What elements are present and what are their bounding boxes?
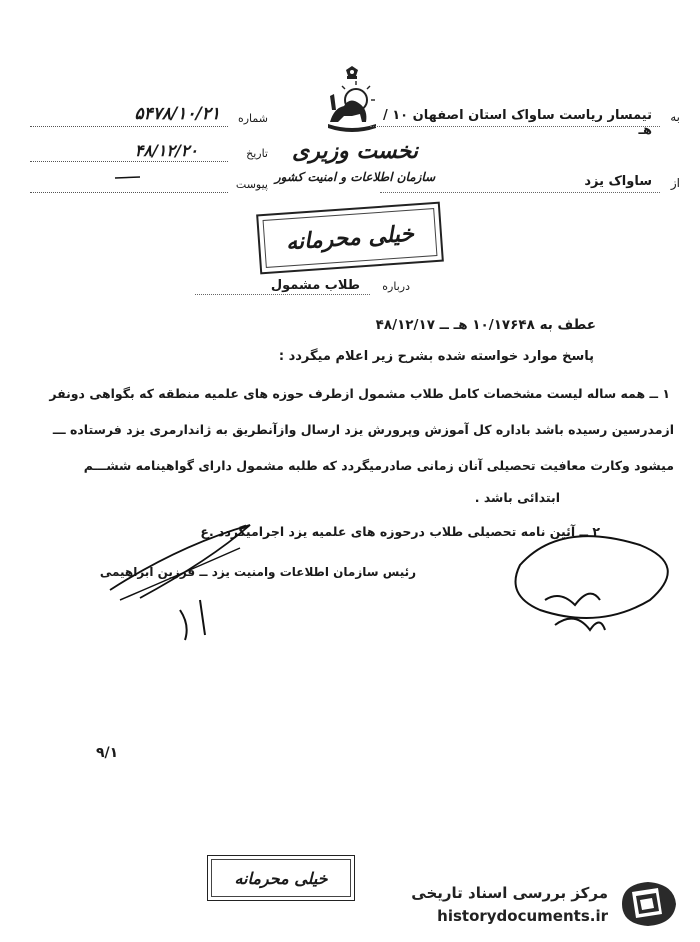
watermark-url: historydocuments.ir: [437, 907, 608, 925]
number-label: شماره: [237, 112, 268, 125]
stamp-text: خیلی محرمانه: [285, 220, 415, 256]
number-row: [30, 104, 268, 130]
from-text: ساواک یزد: [584, 174, 652, 189]
attachment-row: [30, 176, 268, 196]
to-text: تیمسار ریاست ساواک استان اصفهان ۱۰ /هـ: [382, 108, 652, 138]
page-note: ۹/۱: [96, 745, 119, 761]
subject-line: [195, 278, 410, 298]
archive-watermark: [386, 876, 686, 932]
body-p1-line2: ازمدرسین رسیده باشد باداره کل آموزش وپرورش یزد ارسال وازآنطریق به ژاندارمری یزد فرستاده ـــ: [52, 422, 674, 437]
signatory-title: رئیس سازمان اطلاعات وامنیت یزد ــ فرزین ابراهیمی: [99, 565, 416, 579]
reference-line: عطف به ۱۰/۱۷۶۴۸ هـ ــ ۴۸/۱۲/۱۷: [375, 317, 596, 333]
date-row: [30, 141, 268, 165]
bottom-confidential-stamp: [207, 855, 355, 901]
body-p2: ۲ ــ آئین نامه تحصیلی طلاب درحوزه های علمیه یزد اجرامیگردد .ع: [200, 524, 600, 539]
watermark-title: مرکز بررسی اسناد تاریخی: [411, 884, 608, 902]
letterhead-line2: سازمان اطلاعات و امنیت کشور: [274, 170, 436, 184]
to-label: به: [670, 110, 680, 124]
to-line: [370, 108, 680, 138]
from-line: [380, 174, 680, 196]
bottom-stamp-text: خیلی محرمانه: [234, 868, 328, 888]
from-label: از: [670, 176, 680, 190]
subject-text: طلاب مشمول: [270, 278, 360, 293]
body-p1-line4: ابتدائی باشد .: [474, 490, 560, 505]
confidential-stamp: [256, 202, 444, 275]
body-intro: پاسخ موارد خواسته شده بشرح زیر اعلام میگردد :: [278, 349, 594, 364]
archive-logo-icon: [618, 878, 680, 930]
letterhead-line1: نخست وزیری: [292, 138, 418, 164]
attachment-label: پیوست: [235, 178, 268, 191]
subject-label: درباره: [382, 280, 410, 293]
date-value: ۴۸/۱۲/۲۰: [134, 141, 198, 160]
date-label: تاریخ: [246, 147, 268, 160]
number-value: ۵۴۷۸/۱۰/۲۱: [134, 104, 220, 124]
body-p1-line3: میشود وکارت معافیت تحصیلی آنان زمانی صادرمیگردد که طلبه مشمول دارای گواهینامه ششـــم: [83, 458, 674, 473]
body-p1-line1: ۱ ــ همه ساله لیست مشخصات کامل طلاب مشمول ازطرف حوزه های علمیه منطقه که بگواهی دونفر: [49, 386, 670, 401]
